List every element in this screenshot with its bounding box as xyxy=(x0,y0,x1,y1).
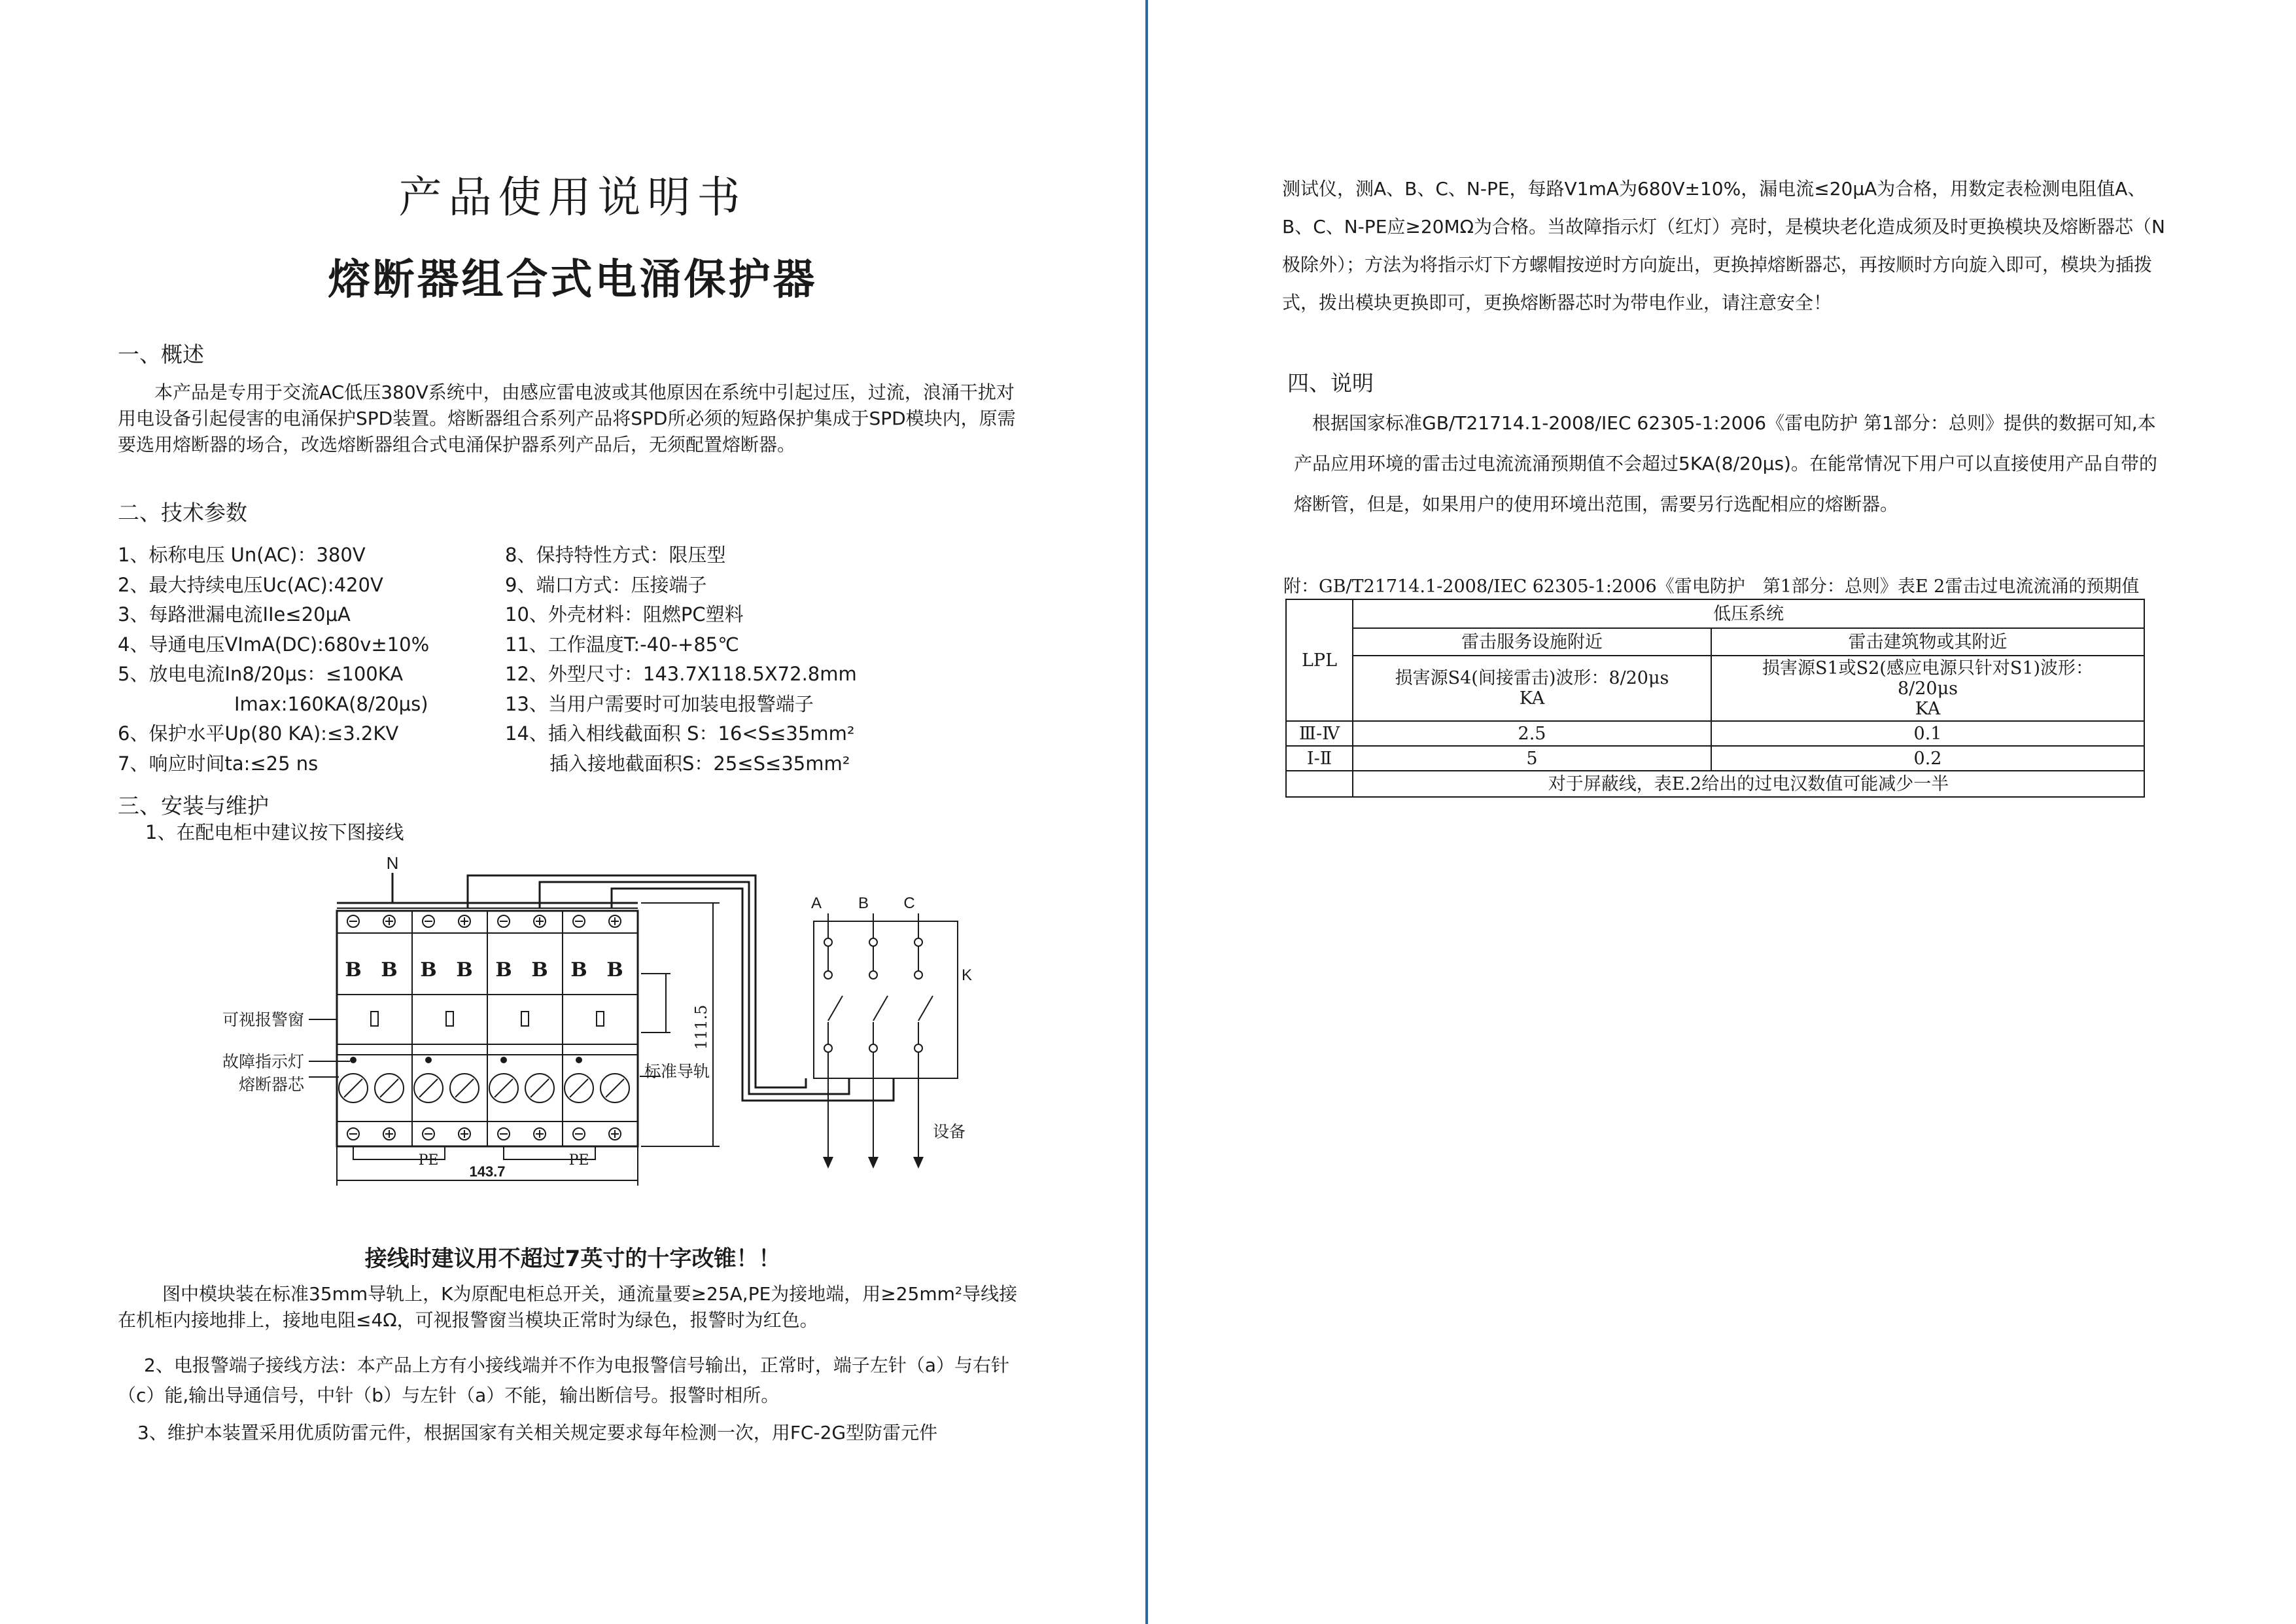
spec-1: 1、标称电压 Un(AC)：380V xyxy=(118,544,366,566)
table-src1-text: 损害源S4(间接雷击)波形：8/20μs xyxy=(1395,668,1669,688)
table-cell-v2: 0.2 xyxy=(1711,746,2144,771)
specs-col2 xyxy=(505,540,857,779)
table-caption: 附：GB/T21714.1-2008/IEC 62305-1:2006《雷电防护 第1部分：总则》表E 2雷击过电流流涌的预期值 xyxy=(1283,576,2140,597)
table-note-empty xyxy=(1286,771,1353,797)
install-paragraph-2: 2、电报警端子接线方法：本产品上方有小接线端并不作为电报警信号输出，正常时，端子左针（a）与右针（c）能,输出导通信号，中针（b）与左针（a）不能，输出断信号。报警时相所。 xyxy=(118,1354,1009,1406)
spec-5: 5、放电电流In8/20μs：≤100KA xyxy=(118,663,404,685)
screwdriver-warning: 接线时建议用不超过7英寸的十字改锥！！ xyxy=(364,1246,781,1272)
install-paragraph-3: 3、维护本装置采用优质防雷元件，根据国家有关相关规定要求每年检测一次，用FC-2G型防雷元件 xyxy=(137,1422,938,1443)
spec-6: 6、保护水平Up(80 KA):≤3.2KV xyxy=(118,722,399,745)
module-letter: B xyxy=(345,959,362,981)
diagram-label-width: 143.7 xyxy=(469,1163,506,1180)
section-notes-heading: 四、说明 xyxy=(1287,370,1374,396)
table-src2-text: 损害源S1或S2(感应电源只针对S1)波形： xyxy=(1762,658,2094,679)
section-overview-text: 本产品是专用于交流AC低压380V系统中，由感应雷电波或其他原因在系统中引起过压，过流，浪涌干扰对用电设备引起侵害的电涌保护SPD装置。熔断器组合系列产品将SPD所必须的短路保护集成于SPD模块内，原需要选用熔断器的场合，改选熔断器组合式电涌保护器系列产品后，无须配置熔断器。 xyxy=(118,381,1016,455)
install-sub1: 1、在配电柜中建议按下图接线 xyxy=(145,821,404,843)
spec-10: 10、外壳材料：阻燃PC塑料 xyxy=(505,603,744,626)
table-src1-header xyxy=(1353,656,1711,721)
diagram-label-pe2: PE xyxy=(568,1152,589,1169)
spec-14b: 插入接地截面积S：25≤S≤35mm² xyxy=(549,752,850,775)
doc-subtitle: 熔断器组合式电涌保护器 xyxy=(328,256,818,304)
diagram-label-rail: 标准导轨 xyxy=(644,1063,710,1081)
spec-14: 14、插入相线截面积 S：16<S≤35mm² xyxy=(505,722,855,745)
module-letter: B xyxy=(570,959,587,981)
module-letter: B xyxy=(456,959,473,981)
doc-title: 产品使用说明书 xyxy=(398,172,747,222)
table-cell-v1: 2.5 xyxy=(1353,721,1711,746)
table-note: 对于屏蔽线，表E.2给出的过电汉数值可能减少一半 xyxy=(1353,771,2144,797)
install-paragraph-1: 图中模块装在标准35mm导轨上，K为原配电柜总开关，通流量要≥25A,PE为接地端，用≥25mm²导线接在机柜内接地排上，接地电阻≤4Ω，可视报警窗当模块正常时为绿色，报警时为红色。 xyxy=(118,1283,1018,1331)
switch-k: K xyxy=(962,966,973,984)
section-install-heading: 三、安装与维护 xyxy=(118,793,269,819)
diagram-label-fault: 故障指示灯 xyxy=(222,1053,304,1071)
spec-3: 3、每路泄漏电流ⅠIe≤20μA xyxy=(118,603,351,626)
module-letter: B xyxy=(495,959,512,981)
spec-2: 2、最大持续电压Uc(AC):420V xyxy=(118,573,383,596)
diagram-label-n: N xyxy=(386,853,399,873)
table-group1-header: 雷击服务设施附近 xyxy=(1353,628,1711,656)
diagram-label-pe1: PE xyxy=(418,1152,439,1169)
lightning-current-table xyxy=(1285,599,2145,798)
module-letter: B xyxy=(606,959,623,981)
phase-b: B xyxy=(858,894,869,912)
page-fold xyxy=(1145,0,1148,1624)
diagram-label-window: 可视报警窗 xyxy=(222,1011,304,1029)
section-specs-heading: 二、技术参数 xyxy=(118,500,247,525)
table-src2-wave: 8/20μs xyxy=(1897,678,1958,699)
table-row xyxy=(1286,746,2144,771)
section-overview-heading: 一、概述 xyxy=(118,342,204,367)
diagram-label-height: 111.5 xyxy=(692,1004,710,1050)
table-src1-unit: KA xyxy=(1519,688,1545,709)
table-group2-header: 雷击建筑物或其附近 xyxy=(1711,628,2144,656)
maintenance-continued: 测试仪，测A、B、C、N-PE，每路V1mA为680V±10%，漏电流≤20μA为合格，用数定表检测电阻值A、B、C、N-PE应≥20MΩ为合格。当故障指示灯（红灯）亮时，是模块老化造成须及时更换模块及熔断器芯（N极除外）；方法为将指示灯下方螺帽按逆时方向旋出，更换掉熔断器芯，再按顺时方向旋入即可，模块为插拨式，拨出模块更换即可，更换熔断器芯时为带电作业，请注意安全！ xyxy=(1282,178,2165,313)
module-letter: B xyxy=(420,959,437,981)
table-cell-level: Ⅲ-Ⅳ xyxy=(1286,721,1353,746)
spec-7: 7、响应时间ta:≤25 ns xyxy=(118,752,319,775)
table-cell-level: Ⅰ-Ⅱ xyxy=(1286,746,1353,771)
table-cell-v2: 0.1 xyxy=(1711,721,2144,746)
spec-11: 11、工作温度T:-40-+85℃ xyxy=(505,633,739,656)
spec-9: 9、端口方式：压接端子 xyxy=(505,573,707,596)
spec-4: 4、导通电压VImA(DC):680v±10% xyxy=(118,633,430,656)
module-letter: B xyxy=(531,959,548,981)
module-letter: B xyxy=(381,959,398,981)
specs-col1 xyxy=(118,540,429,779)
section-notes-text: 根据国家标准GB/T21714.1-2008/IEC 62305-1:2006《雷电防护 第1部分：总则》提供的数据可知,本产品应用环境的雷击过电流流涌预期值不会超过5KA(8/20μs)。在能常情况下用户可以直接使用产品自带的熔断管，但是，如果用户的使用环境出范围，需要另行选配相应的熔断器。 xyxy=(1294,412,2157,515)
phase-c: C xyxy=(903,894,915,912)
table-src2-header xyxy=(1711,656,2144,721)
table-row xyxy=(1286,721,2144,746)
table-src2-unit: KA xyxy=(1915,698,1941,719)
spec-13: 13、当用户需要时可加装电报警端子 xyxy=(505,692,814,715)
table-lpl-header: LPL xyxy=(1286,599,1353,721)
diagram-label-fuse: 熔断器芯 xyxy=(238,1076,304,1094)
spec-12: 12、外型尺寸：143.7X118.5X72.8mm xyxy=(505,663,857,685)
wiring-diagram xyxy=(164,851,994,1204)
table-system-header: 低压系统 xyxy=(1353,599,2144,628)
spec-8: 8、保持特性方式：限压型 xyxy=(505,544,726,566)
diagram-label-device: 设备 xyxy=(933,1123,966,1141)
spec-5b: Imax:160KA(8/20μs) xyxy=(234,692,428,715)
phase-a: A xyxy=(810,894,822,912)
table-cell-v1: 5 xyxy=(1353,746,1711,771)
